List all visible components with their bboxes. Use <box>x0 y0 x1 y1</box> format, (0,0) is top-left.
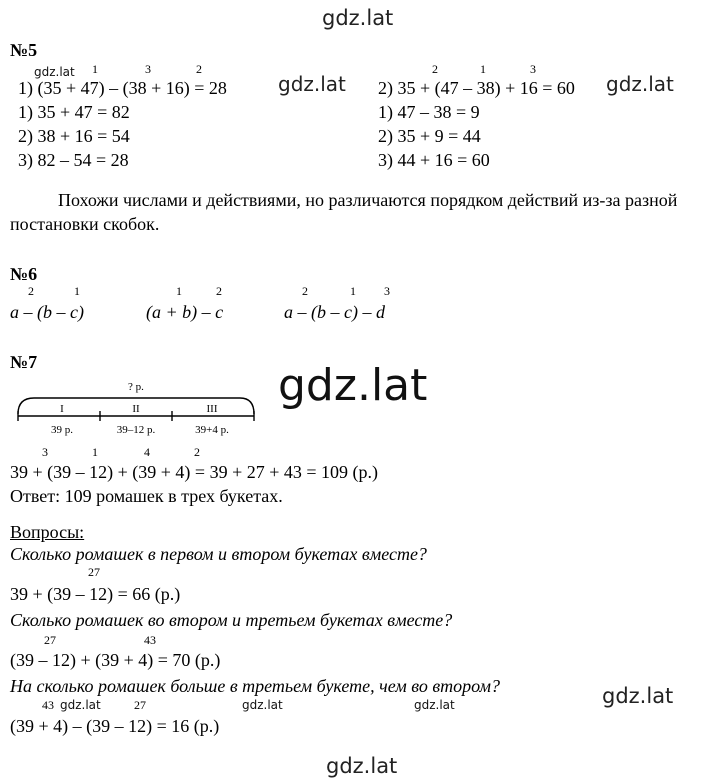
q3-note-1: 43 <box>42 698 54 712</box>
t5-left-order-3: 2 <box>196 62 202 76</box>
t5-left-step-2: 2) 38 + 16 = 54 <box>18 126 130 146</box>
t6-e3-order-1: 2 <box>302 284 308 298</box>
t5-right-order-2: 1 <box>480 62 486 76</box>
watermark-mid: gdz.lat <box>278 72 346 96</box>
watermark-tiny-2: gdz.lat <box>242 698 283 712</box>
t6-e1-order-1: 2 <box>28 284 34 298</box>
watermark-right: gdz.lat <box>602 684 674 708</box>
diagram-value-1: 39 р. <box>51 424 73 436</box>
watermark-small: gdz.lat <box>34 65 75 79</box>
task5-title: №5 <box>10 40 38 60</box>
diagram-question: ? р. <box>128 381 144 393</box>
q2-expression: (39 – 12) + (39 + 4) = 70 (р.) <box>10 650 221 670</box>
t6-expression-2: (a + b) – c <box>146 302 224 322</box>
t5-left-expression: 1) (35 + 47) – (38 + 16) = 28 <box>18 78 227 98</box>
t5-left-step-1: 1) 35 + 47 = 82 <box>18 102 130 122</box>
t5-right-expression: 2) 35 + (47 – 38) + 16 = 60 <box>378 78 575 98</box>
t7-order-4: 2 <box>194 445 200 459</box>
t6-e3-order-2: 1 <box>350 284 356 298</box>
t7-order-3: 4 <box>144 445 150 459</box>
q3-note-2: 27 <box>134 698 146 712</box>
t6-e2-order-1: 1 <box>176 284 182 298</box>
t5-right-step-3: 3) 44 + 16 = 60 <box>378 150 490 170</box>
t5-right-order-3: 3 <box>530 62 536 76</box>
q1-expression: 39 + (39 – 12) = 66 (р.) <box>10 584 181 604</box>
task7-title: №7 <box>10 352 38 372</box>
watermark-bottom: gdz.lat <box>326 754 398 778</box>
question-1: Сколько ромашек в первом и втором букетах вместе? <box>10 544 427 564</box>
t5-right-step-2: 2) 35 + 9 = 44 <box>378 126 481 146</box>
diagram-value-2: 39–12 р. <box>116 424 156 436</box>
t7-main-expression: 39 + (39 – 12) + (39 + 4) = 39 + 27 + 43 = 109 (р.) <box>10 462 379 482</box>
diagram-part-2: II <box>132 403 140 415</box>
watermark-mid-right: gdz.lat <box>606 72 674 96</box>
t7-answer: Ответ: 109 ромашек в трех букетах. <box>10 486 283 506</box>
t6-e3-order-3: 3 <box>384 284 390 298</box>
t7-order-1: 3 <box>42 445 48 459</box>
q2-note-1: 27 <box>44 633 56 647</box>
questions-title: Вопросы: <box>10 522 85 542</box>
diagram-value-3: 39+4 р. <box>195 424 229 436</box>
segment-diagram <box>14 378 258 440</box>
q2-note-2: 43 <box>144 633 156 647</box>
t6-expression-1: a – (b – c) <box>10 302 84 322</box>
t5-right-step-1: 1) 47 – 38 = 9 <box>378 102 480 122</box>
q1-note: 27 <box>88 565 100 579</box>
question-2: Сколько ромашек во втором и третьем букетах вместе? <box>10 610 453 630</box>
t5-left-order-1: 1 <box>92 62 98 76</box>
t5-left-order-2: 3 <box>145 62 151 76</box>
t5-left-step-3: 3) 82 – 54 = 28 <box>18 150 129 170</box>
diagram-part-1: I <box>60 403 64 415</box>
t5-conclusion: Похожи числами и действиями, но различаются порядком действий из-за разной постановки скобок. <box>10 190 678 234</box>
watermark-top: gdz.lat <box>322 6 394 30</box>
q3-expression: (39 + 4) – (39 – 12) = 16 (р.) <box>10 716 220 736</box>
diagram-part-3: III <box>206 403 218 415</box>
task6-title: №6 <box>10 264 38 284</box>
watermark-tiny-1: gdz.lat <box>60 698 101 712</box>
t6-expression-3: a – (b – c) – d <box>284 302 385 322</box>
t5-right-order-1: 2 <box>432 62 438 76</box>
watermark-tiny-3: gdz.lat <box>414 698 455 712</box>
t6-e1-order-2: 1 <box>74 284 80 298</box>
watermark-big: gdz.lat <box>278 360 428 411</box>
question-3: На сколько ромашек больше в третьем букете, чем во втором? <box>10 676 500 696</box>
t7-order-2: 1 <box>92 445 98 459</box>
t6-e2-order-2: 2 <box>216 284 222 298</box>
